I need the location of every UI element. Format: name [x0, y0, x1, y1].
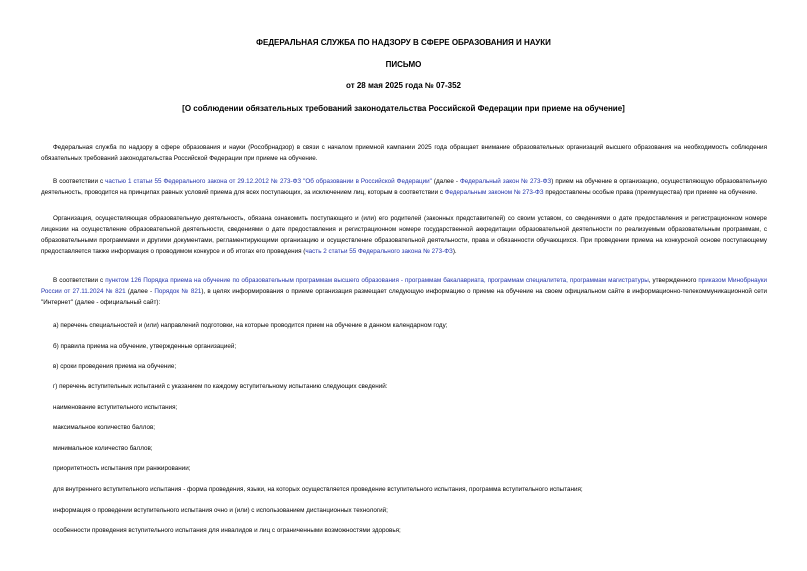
link-order-821-short[interactable]: Порядок № 821	[154, 288, 202, 295]
list-item: наименование вступительного испытания;	[53, 404, 178, 411]
text: В соответствии с	[53, 178, 106, 185]
list-item: информация о проведении вступительного испытания очно и (или) с использованием дистанционных технологий;	[53, 507, 388, 514]
list-item: минимальное количество баллов;	[53, 445, 153, 452]
list-item: а) перечень специальностей и (или) направлений подготовки, на которые проводится прием на обучение в данном календарном году;	[53, 322, 448, 329]
paragraph-equal-conditions	[41, 176, 767, 198]
text: ), в целях информирования о приеме организация размещает следующую информацию о приеме на обучение на своем официальном сайте в информационно-телекоммуникационной сети "Интернет" (далее - официальный сайт):	[41, 288, 768, 306]
link-law-273[interactable]: Федеральным законом № 273-ФЗ	[444, 189, 544, 196]
text: Организация, осуществляющая образовательную деятельность, обязана ознакомить поступающего и (или) его родителей (законных представителей) со своим уставом, со сведениями о дате предоставления и регистрационном номере лицензии на осуществление образовательной деятельности, сведениями о дате предоставления и регистрационном номере государственной аккредитации образовательной деятельности по реализуемым образовательным программам, с образовательными программами и другими документами, регламентирующими организацию и осуществление образовательной деятельности, права и обязанности обучающихся. При проведении приема на конкурсной основе поступающему предоставляется также информация о проводимом конкурсе и об итогах его проведения (	[41, 215, 767, 255]
paragraph-intro: Федеральная служба по надзору в сфере образования и науки (Рособрнадзор) в связи с началом приемной кампании 2025 года обращает внимание образовательных организаций высшего образования на необходимость соблюдения обязательных требований законодательства Российской Федерации при приеме на обучение.	[41, 144, 767, 162]
text: В соответствии с	[53, 277, 106, 284]
list-item: б) правила приема на обучение, утвержденные организацией;	[53, 343, 237, 350]
text: , утвержденного	[648, 277, 699, 284]
document-type: ПИСЬМО	[385, 60, 422, 69]
list-item: максимальное количество баллов;	[53, 424, 156, 431]
list-item: г) перечень вступительных испытаний с указанием по каждому вступительному испытанию следующих сведений:	[53, 383, 388, 390]
text: предоставлены особые права (преимущества) при приеме на обучение.	[543, 189, 758, 196]
link-order-point-126[interactable]: пунктом 126 Порядка приема на обучение по образовательным программам высшего образования - программам бакалавриата, программам специалитета, программам магистратуры	[105, 277, 649, 284]
text: ) прием на обучение в организацию, осуществляющую образовательную деятельность, проводится на принципах равных условий приема для всех поступающих, за исключением лиц, которым в соответствии с	[41, 178, 768, 196]
link-order-821[interactable]: приказом Минобрнауки России от 27.11.2024 № 821	[41, 277, 767, 295]
paragraph-familiarization	[41, 213, 767, 257]
text: ).	[452, 248, 457, 255]
agency-title: ФЕДЕРАЛЬНАЯ СЛУЖБА ПО НАДЗОРУ В СФЕРЕ ОБРАЗОВАНИЯ И НАУКИ	[256, 38, 551, 47]
document-subject: [О соблюдении обязательных требований законодательства Российской Федерации при приеме на обучение]	[182, 104, 625, 113]
link-law-article-55-part-2[interactable]: часть 2 статьи 55 Федерального закона № 273-ФЗ	[305, 248, 453, 255]
text: (далее -	[125, 288, 155, 295]
list-item: особенности проведения вступительного испытания для инвалидов и лиц с ограниченными возможностями здоровья;	[53, 527, 401, 534]
document-date-number: от 28 мая 2025 года № 07-352	[346, 81, 461, 90]
link-law-273[interactable]: Федеральный закон № 273-ФЗ	[459, 178, 552, 185]
text: (далее -	[431, 178, 460, 185]
list-item: в) сроки проведения приема на обучение;	[53, 363, 177, 370]
list-item: для внутреннего вступительного испытания - форма проведения, языки, на которых осуществляется проведение вступительного испытания, программа вступительного испытания;	[53, 486, 583, 493]
link-law-article-55[interactable]: частью 1 статьи 55 Федерального закона от 29.12.2012 № 273-ФЗ "Об образовании в Российской Федерации"	[105, 178, 432, 185]
paragraph-order-821	[41, 275, 767, 308]
list-item: приоритетность испытания при ранжировании;	[53, 465, 191, 472]
